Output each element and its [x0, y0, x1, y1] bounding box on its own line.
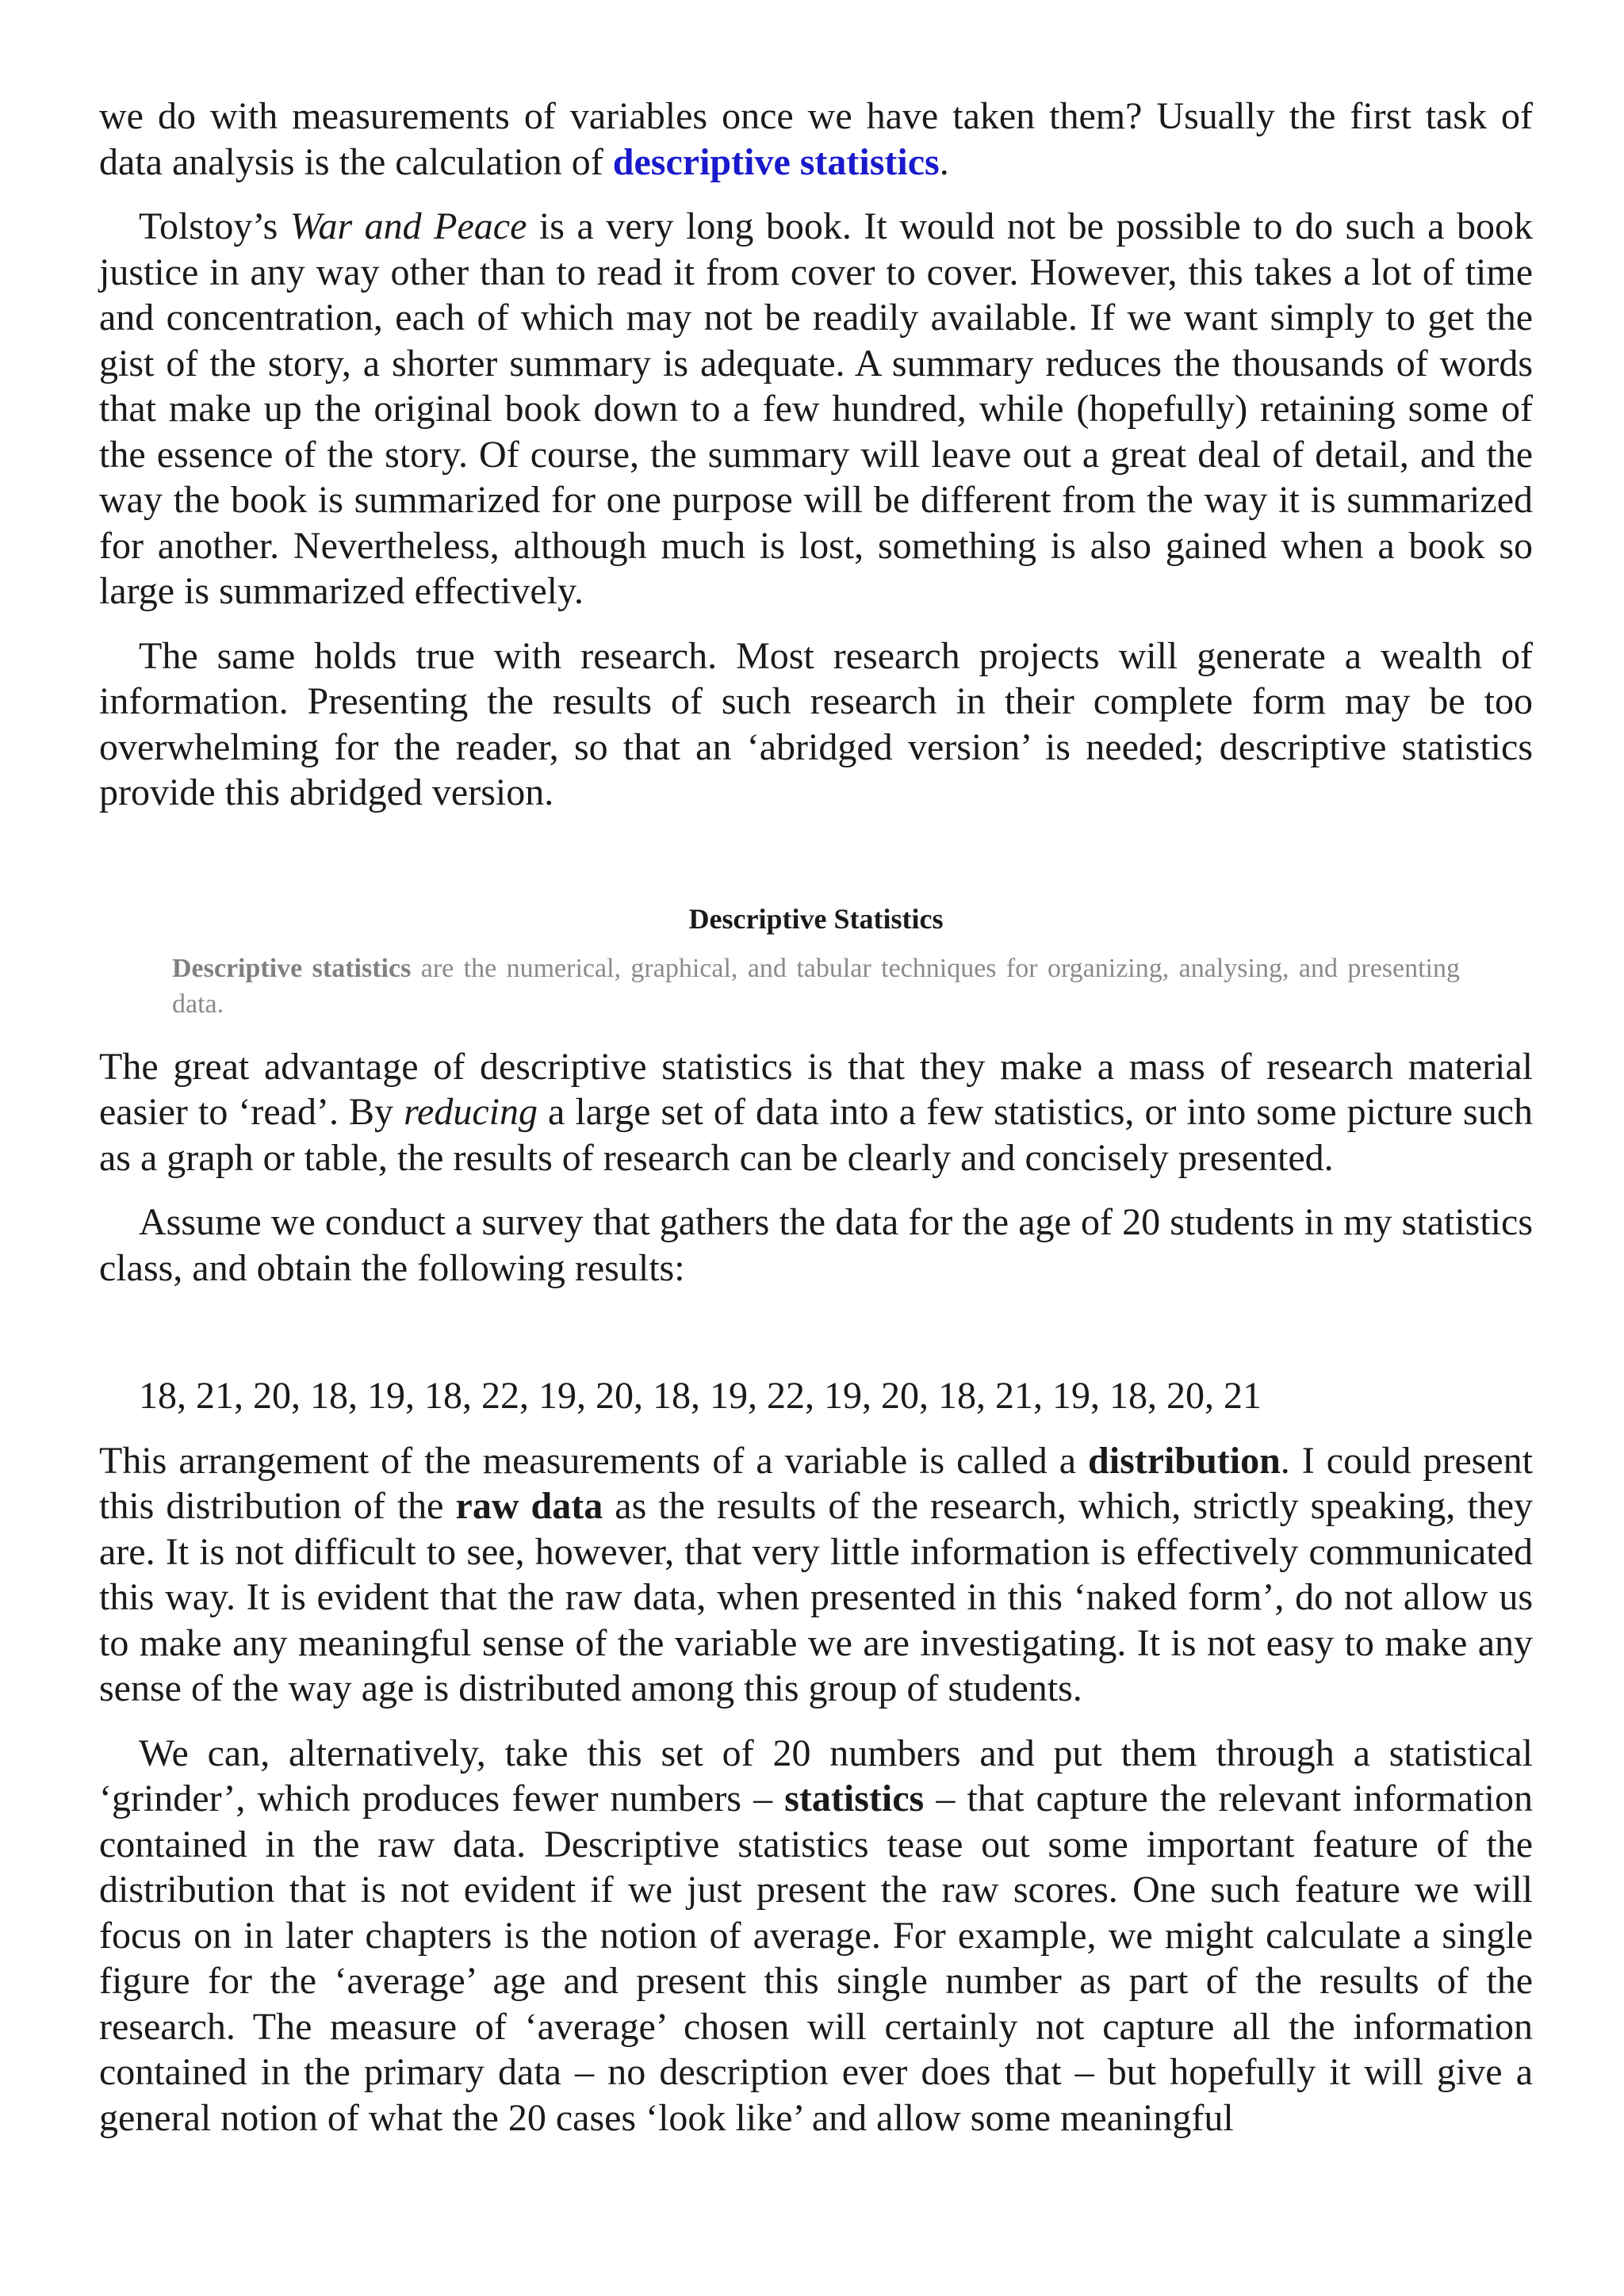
callout-title: Descriptive Statistics [688, 902, 944, 935]
paragraph-intro-end: . [939, 140, 949, 183]
reducing-italic: reducing [404, 1091, 538, 1133]
descriptive-statistics-link[interactable]: descriptive statistics [612, 140, 940, 183]
paragraph-intro-text: we do with measurements of variables once we have taken them? Usually the first task of data analysis is the calculation of [99, 95, 1533, 183]
definition-callout [99, 901, 1533, 1022]
paragraph-research: The same holds true with research. Most research projects will generate a wealth of information. Presenting the results of such research in their complete form may be too overwhelming for the reader, so that an ‘abridged version’ is needed; descriptive statistics provide this abridged version. [99, 634, 1533, 813]
war-and-peace-title: War and Peace [289, 205, 527, 247]
tolstoy-pre: Tolstoy’s [139, 205, 290, 247]
paragraph-intro [99, 94, 1533, 185]
callout-definition [172, 951, 1460, 1022]
paragraph-survey: Assume we conduct a survey that gathers the data for the age of 20 students in my statistics class, and obtain the following results: [99, 1201, 1533, 1289]
paragraph-grinder [99, 1731, 1533, 2141]
distribution-t2: . I could present this distribution of the [99, 1439, 1534, 1527]
grinder-t1: We can, alternatively, take this set of 20 numbers and put them through a statistical ‘grinder’, which produces fewer numbers – [99, 1732, 1533, 1820]
distribution-term: distribution [1088, 1439, 1281, 1482]
raw-data-line: 18, 21, 20, 18, 19, 18, 22, 19, 20, 18, 19, 22, 19, 20, 18, 21, 19, 18, 20, 21 [139, 1375, 1262, 1417]
paragraph-advantage [99, 1044, 1533, 1181]
tolstoy-post: is a very long book. It would not be possible to do such a book justice in any way other than to read it from cover to cover. However, this takes a lot of time and concentration, each of which may not be readily available. If we want simply to get the gist of the story, a shorter summary is adequate. A summary reduces the thousands of words that make up the original book down to a few hundred, while (hopefully) retaining some of the essence of the story. Of course, the summary will leave out a great deal of detail, and the way the book is summarized for one purpose will be different from the way it is summarized for another. Nevertheless, although much is lost, something is also gained when a book so large is summarized effectively. [99, 205, 1533, 612]
raw-data-term: raw data [455, 1485, 603, 1527]
paragraph-distribution [99, 1438, 1533, 1712]
callout-term: Descriptive statistics [172, 953, 412, 983]
document-page [99, 94, 1533, 2141]
paragraph-tolstoy [99, 204, 1533, 614]
statistics-term: statistics [784, 1777, 925, 1820]
distribution-t1: This arrangement of the measurements of a variable is called a [99, 1439, 1089, 1482]
callout-definition-text: are the numerical, graphical, and tabular techniques for organizing, analysing, and presenting data. [172, 953, 1460, 1019]
advantage-pre: The great advantage of descriptive statistics is that they make a mass of research material easier to ‘read’. By [99, 1045, 1533, 1133]
advantage-post: a large set of data into a few statistics, or into some picture such as a graph or table, the results of research can be clearly and concisely presented. [99, 1091, 1534, 1179]
distribution-t3: as the results of the research, which, strictly speaking, they are. It is not difficult to see, however, that very little information is effectively communicated this way. It is evident that the raw data, when presented in this ‘naked form’, do not allow us to make any meaningful sense of the variable we are investigating. It is not easy to make any sense of the way age is distributed among this group of students. [99, 1485, 1533, 1709]
grinder-t2: – that capture the relevant information contained in the raw data. Descriptive statistics tease out some important feature of the distribution that is not evident if we just present the raw scores. One such feature we will focus on in later chapters is the notion of average. For example, we might calculate a single figure for the ‘average’ age and present this single number as part of the results of the research. The measure of ‘average’ chosen will certainly not capture all the information contained in the primary data – no description ever does that – but hopefully it will give a general notion of what the 20 cases ‘look like’ and allow some meaningful [99, 1777, 1533, 2139]
